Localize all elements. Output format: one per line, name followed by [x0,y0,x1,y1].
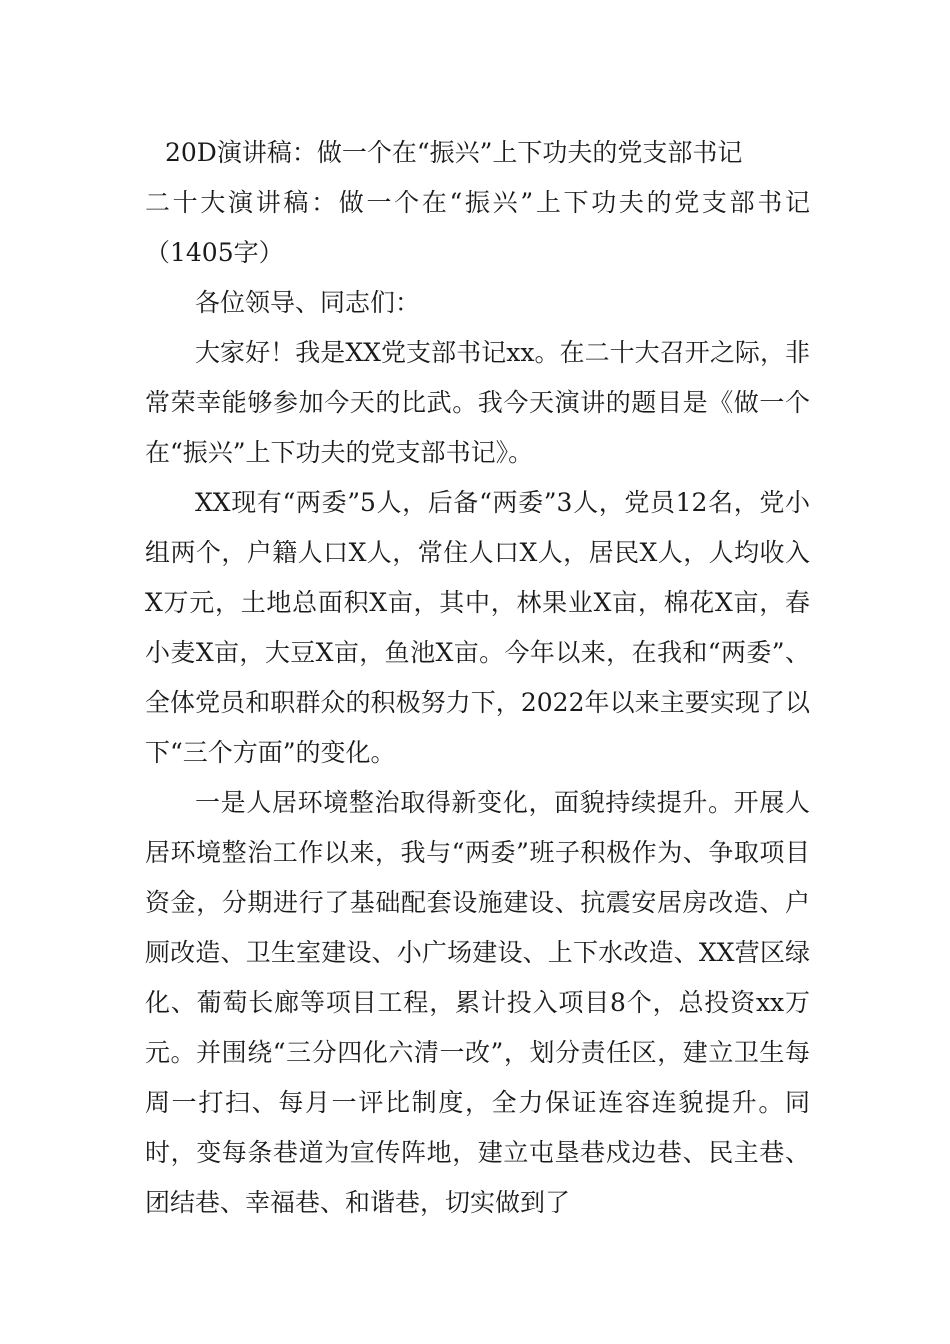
document-body [145,128,810,1228]
document-title: 20D演讲稿：做一个在“振兴”上下功夫的党支部书记 [165,138,743,167]
salutation-paragraph: 各位领导、同志们： [195,288,421,317]
environment-paragraph: 一是人居环境整治取得新变化，面貌持续提升。开展人居环境整治工作以来，我与“两委”班子积极作为、争取项目资金，分期进行了基础配套设施建设、抗震安居房改造、户厕改造、卫生室建设、小广场建设、上下水改造、XX营区绿化、葡萄长廊等项目工程，累计投入项目8个，总投资xx万元。并围绕“三分四化六清一改”，划分责任区，建立卫生每周一打扫、每月一评比制度，全力保证连容连貌提升。同时，变每条巷道为宣传阵地，建立屯垦巷戍边巷、民主巷、团结巷、幸福巷、和谐巷，切实做到了 [145,788,810,1217]
greeting-paragraph: 大家好！我是XX党支部书记xx。在二十大召开之际，非常荣幸能够参加今天的比武。我今天演讲的题目是《做一个在“振兴”上下功夫的党支部书记》。 [145,338,810,467]
overview-paragraph: XX现有“两委”5人，后备“两委”3人，党员12名，党小组两个，户籍人口X人，常住人口X人，居民X人，人均收入X万元，土地总面积X亩，其中，林果业X亩，棉花X亩，春小麦X亩，大豆X亩，鱼池X亩。今年以来，在我和“两委”、全体党员和职群众的积极努力下，2022年以来主要实现了以下“三个方面”的变化。 [145,488,810,767]
document-subtitle: 二十大演讲稿：做一个在“振兴”上下功夫的党支部书记（1405字） [145,188,810,267]
